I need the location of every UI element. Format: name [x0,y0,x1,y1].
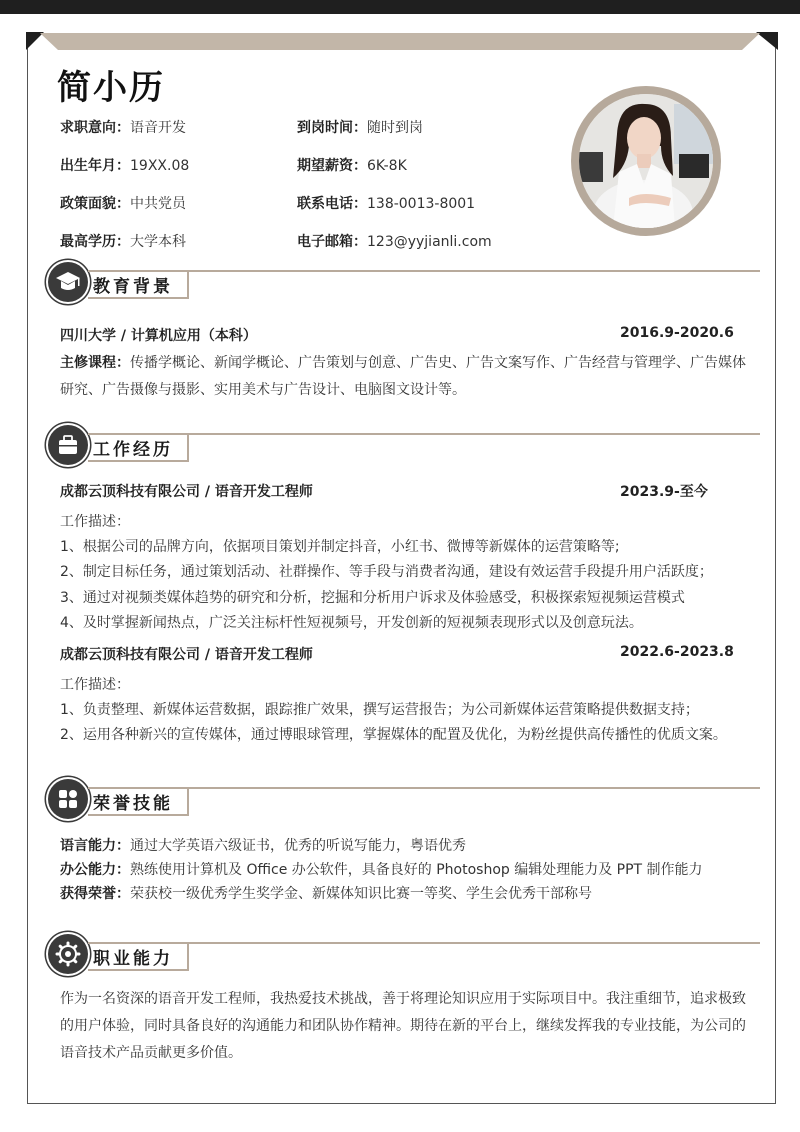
job-2-date: 2022.6-2023.8 [620,644,734,660]
education-section-icon [48,262,88,302]
job-1-item: 2、制定目标任务，通过策划活动、社群操作、等手段与消费者沟通，建设有效运营手段提升用户活跃度； [60,564,713,580]
corner-tab-right [756,32,778,50]
job-1-item: 1、根据公司的品牌方向，依据项目策划并制定抖音，小红书、微博等新媒体的运营策略等; [60,539,620,555]
briefcase-icon [48,425,88,465]
skills-section-title: 荣誉技能 [93,794,173,814]
job-2-item: 1、负责整理、新媒体运营数据，跟踪推广效果，撰写运营报告；为公司新媒体运营策略提供数据支持； [60,702,699,718]
ability-text: 作为一名资深的语音开发工程师，我热爱技术挑战，善于将理论知识应用于实际项目中。我注重细节，追求极致的用户体验，同时具备良好的沟通能力和团队协作精神。期待在新的平台上，继续发挥我的专业技能，为公司的语音技术产品贡献更多价值。 [60,991,746,1061]
education-section-title: 教育背景 [93,277,173,297]
job-1-company: 成都云顶科技有限公司 / 语音开发工程师 [60,484,313,500]
job-1-desc-label: 工作描述： [60,514,130,530]
gear-icon [48,934,88,974]
ability-section-icon [48,934,88,974]
skills-section-icon [48,779,88,819]
section-line [88,942,760,944]
section-line [88,297,188,299]
section-line [88,787,760,789]
job-2-item: 2、运用各种新兴的宣传媒体，通过博眼球管理，掌握媒体的配置及优化，为粉丝提供高传播性的优质文案。 [60,727,727,743]
section-line [88,814,188,816]
info-job-intent: 求职意向：语音开发 [60,120,186,136]
header-band [40,33,760,50]
section-line [187,270,189,299]
section-line [88,433,760,435]
graduation-cap-icon [48,262,88,302]
info-birth: 出生年月：19XX.08 [60,158,190,174]
section-line [187,433,189,462]
section-line [88,460,188,462]
job-2-company: 成都云顶科技有限公司 / 语音开发工程师 [60,647,313,663]
job-1-date: 2023.9-至今 [620,484,708,500]
info-politics: 政策面貌：中共党员 [60,196,186,212]
education-courses: 主修课程：传播学概论、新闻学概论、广告策划与创意、广告史、广告文案写作、广告经营与管理学、广告媒体研究、广告摄像与摄影、实用美术与广告设计、电脑图文设计等。 [60,355,746,398]
info-salary: 期望薪资：6K-8K [297,158,407,174]
info-email: 电子邮箱：123@yyjianli.com [297,234,492,250]
job-1-item: 4、及时掌握新闻热点，广泛关注标杆性短视频号，开发创新的短视频表现形式以及创意玩法。 [60,615,643,631]
section-line [187,942,189,971]
skill-language: 语言能力：通过大学英语六级证书，优秀的听说写能力，粤语优秀 [60,838,466,854]
section-line [187,787,189,816]
grid-blocks-icon [48,779,88,819]
ability-section-title: 职业能力 [93,949,173,969]
profile-photo [579,94,713,228]
education-school: 四川大学 / 计算机应用（本科） [60,328,257,344]
section-line [88,270,760,272]
skill-office: 办公能力：熟练使用计算机及 Office 办公软件，具备良好的 Photoshop 编辑处理能力及 PPT 制作能力 [60,862,703,878]
top-bar [0,0,800,14]
info-degree: 最高学历：大学本科 [60,234,186,250]
job-2-desc-label: 工作描述： [60,677,130,693]
education-date: 2016.9-2020.6 [620,325,734,341]
section-line [88,969,188,971]
job-1-item: 3、通过对视频类媒体趋势的研究和分析，挖掘和分析用户诉求及体验感受，积极探索短视频运营模式 [60,590,685,606]
corner-tab-left [26,32,44,50]
info-arrival: 到岗时间：随时到岗 [297,120,423,136]
resume-name: 简小历 [57,68,165,108]
work-section-icon [48,425,88,465]
person-portrait-icon [579,94,713,228]
skill-honor: 获得荣誉：荣获校一级优秀学生奖学金、新媒体知识比赛一等奖、学生会优秀干部称号 [60,886,592,902]
info-phone: 联系电话：138-0013-8001 [297,196,476,212]
work-section-title: 工作经历 [93,440,173,460]
